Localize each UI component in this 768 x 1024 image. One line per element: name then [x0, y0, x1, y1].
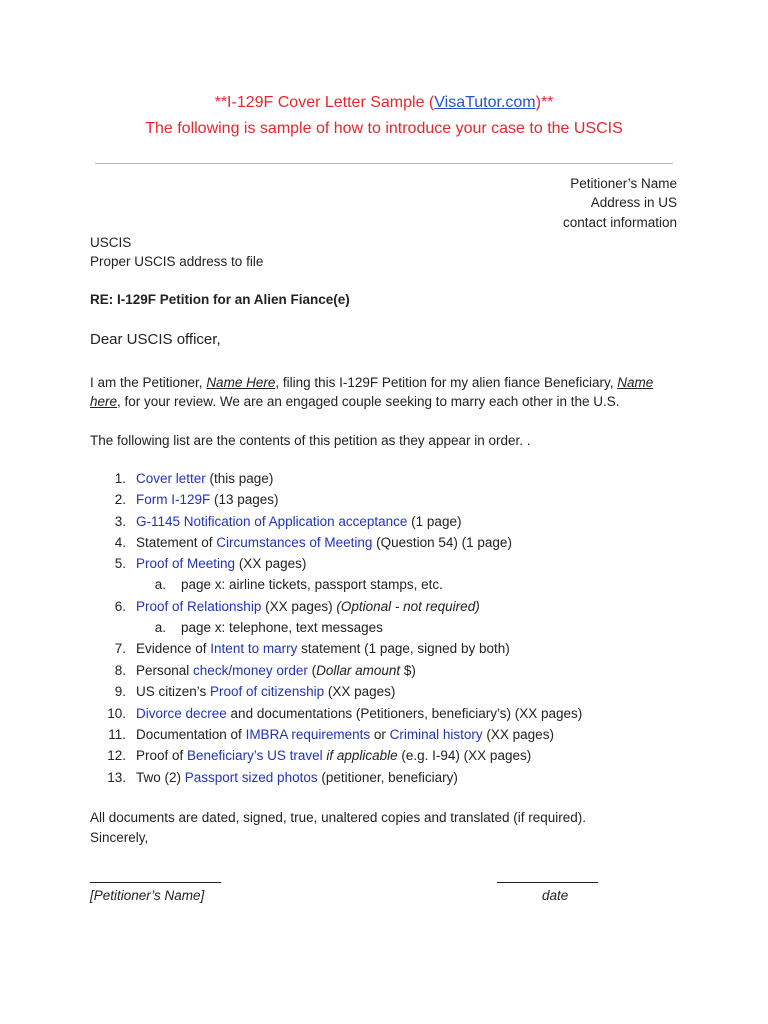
item-link-criminal-history[interactable]: Criminal history	[389, 727, 483, 742]
petitioner-name-label: [Petitioner’s Name]	[90, 888, 205, 903]
item-link-cover-letter[interactable]: Cover letter	[136, 471, 206, 486]
sender-name: Petitioner’s Name	[570, 176, 677, 191]
date-line	[497, 882, 598, 883]
contents-list: 1. Cover letter (this page) 2. Form I-129F (13 pages) 3. G-1145 Notification of Application acceptance (1 page) 4. Statement of Circumstances of Meeting (Question 54) (1 page) 5. Proof of Meeting (XX pages) a. page x: airline tickets, passport stamps, etc. 6. Proof of Relationship (XX pages) (Optional - not required) a. page x: telephone, text messages 7. Evidence of Intent to marry statement (1 page, signed by both) 8. Personal check/money order (Dollar amount $) 9. US citizen’s Proof of citizenship (XX pages) 10. Divorce decree and documentations (Petitioners, beneficiary’s) (XX pages) 11. Documentation of IMBRA requirements or Criminal history (XX pages) 12. Proof of Beneficiary’s US travel if applicable (e.g. I-94) (XX pages) 13. Two (2) Passport sized photos (petitioner, beneficiary)	[0, 0, 768, 1024]
signature-line	[90, 882, 221, 883]
item-number: 9.	[114, 684, 126, 699]
sub-item-letter: a.	[154, 577, 166, 592]
title-prefix: **I-129F Cover Letter Sample (	[214, 94, 435, 111]
sub-item-text: page x: airline tickets, passport stamps, etc.	[181, 577, 443, 592]
item-link-proof-of-relationship[interactable]: Proof of Relationship	[136, 599, 262, 614]
sincerely: Sincerely,	[90, 830, 149, 845]
item-number: 6.	[114, 599, 126, 614]
item-link-intent-to-marry[interactable]: Intent to marry	[210, 641, 298, 656]
item-link-us-travel[interactable]: Beneficiary’s US travel	[187, 748, 323, 763]
item-link-circumstances[interactable]: Circumstances of Meeting	[216, 535, 373, 550]
intro-text-1: I am the Petitioner,	[90, 375, 207, 390]
intro-text-2: , filing this I-129F Petition for my alien fiance Beneficiary,	[275, 375, 618, 390]
item-number: 13.	[107, 770, 126, 785]
salutation: Dear USCIS officer,	[90, 331, 221, 348]
item-number: 1.	[114, 471, 126, 486]
visatutor-link[interactable]: VisaTutor.com	[434, 94, 536, 111]
item-link-check-money-order[interactable]: check/money order	[193, 663, 308, 678]
beneficiary-name-placeholder-cont: here	[90, 394, 118, 409]
item-link-g1145[interactable]: G-1145 Notification of Application acceptance	[136, 514, 408, 529]
intro-text-3: , for your review. We are an engaged couple seeking to marry each other in the U.S.	[117, 394, 620, 409]
item-number: 2.	[114, 492, 126, 507]
item-link-proof-of-citizenship[interactable]: Proof of citizenship	[210, 684, 325, 699]
sender-address: Address in US	[590, 195, 677, 210]
item-number: 4.	[114, 535, 126, 550]
sender-contact: contact information	[562, 215, 677, 230]
re-line: RE: I-129F Petition for an Alien Fiance(e)	[90, 292, 350, 307]
item-number: 5.	[114, 556, 126, 571]
list-intro: The following list are the contents of this petition as they appear in order. .	[90, 433, 531, 448]
item-number: 12.	[107, 748, 126, 763]
item-link-form-i129f[interactable]: Form I-129F	[136, 492, 211, 507]
date-label: date	[542, 888, 569, 903]
item-link-divorce-decree[interactable]: Divorce decree	[136, 706, 227, 721]
sub-item-text: page x: telephone, text messages	[181, 620, 383, 635]
beneficiary-name-placeholder: Name	[617, 375, 654, 390]
item-number: 3.	[114, 514, 126, 529]
recipient-address: Proper USCIS address to file	[90, 254, 264, 269]
item-link-imbra[interactable]: IMBRA requirements	[245, 727, 371, 742]
item-number: 11.	[108, 727, 126, 742]
sub-item-letter: a.	[154, 620, 166, 635]
document-subtitle: The following is sample of how to introduce your case to the USCIS	[145, 120, 623, 137]
item-number: 10.	[107, 706, 126, 721]
petitioner-name-placeholder: Name Here	[206, 375, 276, 390]
title-suffix: )**	[535, 94, 554, 111]
item-number: 7.	[114, 641, 126, 656]
item-number: 8.	[114, 663, 126, 678]
item-link-proof-of-meeting[interactable]: Proof of Meeting	[136, 556, 236, 571]
closing-statement: All documents are dated, signed, true, unaltered copies and translated (if required).	[90, 810, 587, 825]
item-link-passport-photos[interactable]: Passport sized photos	[184, 770, 318, 785]
recipient-org: USCIS	[90, 235, 132, 250]
